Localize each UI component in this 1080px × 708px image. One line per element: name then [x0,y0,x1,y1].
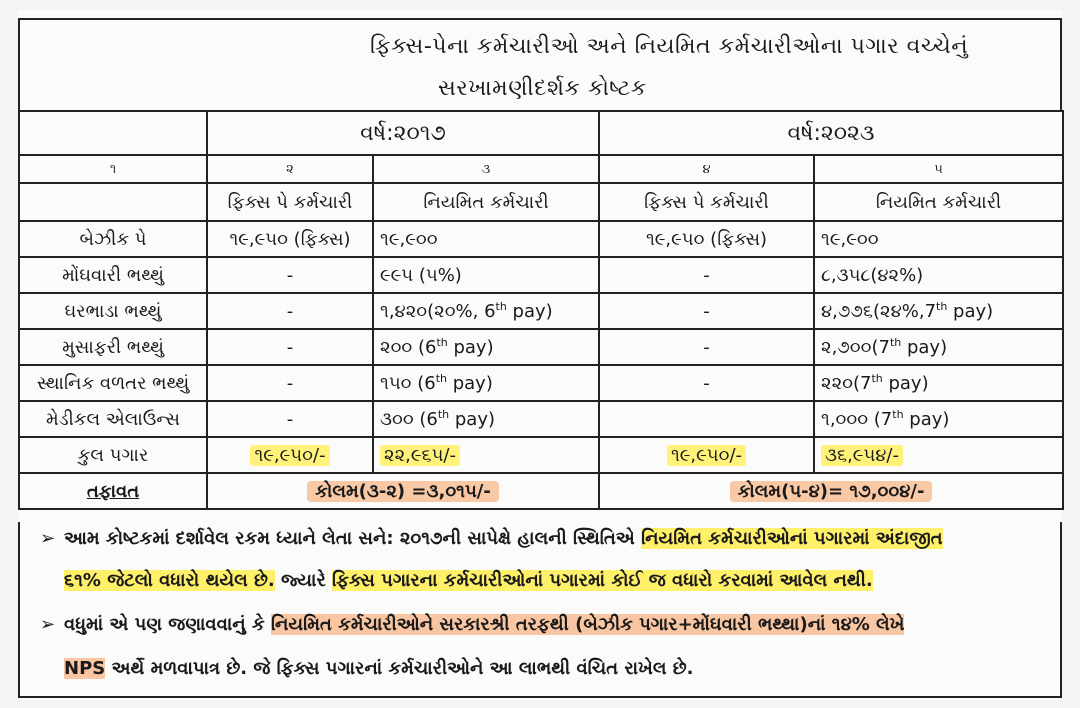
cell: ૧૯,૯૦૦ [814,221,1063,257]
note-2-line-2 [64,658,693,679]
cell: - [207,293,373,329]
title-line-2: સરખામણીદર્શક કોષ્ટક [438,76,647,101]
column-number: ૩ [373,155,599,183]
total-row [19,437,1063,473]
cell: - [207,329,373,365]
column-header: નિયમિત કર્મચારી [814,183,1063,221]
note-1-line-1 [40,528,943,549]
total-cell [373,437,599,473]
row-label: મુસાફરી ભથ્થું [19,329,207,365]
cell: - [599,257,814,293]
difference-2023: કોલમ(૫-૪)= ૧૭,૦૦૪/- [730,481,933,502]
notes-box [18,522,1062,698]
note-text: આમ કોષ્ટકમાં દર્શાવેલ રકમ ધ્યાને લેતા સને: ૨૦૧૭ની સાપેક્ષે હાલની સ્થિતિએ [64,528,642,549]
note-highlight: નિયમિત કર્મચારીઓનાં પગારમાં અંદાજીત [641,528,943,549]
note-text: અર્થે મળવાપાત્ર છે. જે ફિક્સ પગારનાં કર્મચારીઓને આ લાભથી વંચિત રાખેલ છે. [105,658,694,679]
title-line-1: ફિક્સ-પેના કર્મચારીઓ અને નિયમિત કર્મચારીઓના પગાર વચ્ચેનું [370,34,969,59]
column-header [19,183,207,221]
column-header: ફિક્સ પે કર્મચારી [207,183,373,221]
year-2023: વર્ષ:૨૦૨૩ [599,111,1063,155]
note-highlight: નિયમિત કર્મચારીઓને સરકારશ્રી તરફથી (બેઝીક પગાર+મોંઘવારી ભથ્થા)નાં ૧૪% લેખે [270,614,905,635]
cell: - [599,293,814,329]
note-text: જ્યારે [274,570,333,591]
difference-2017-cell [207,473,599,509]
cell: ૧,૦૦૦ (7th pay) [814,401,1063,437]
title-box [18,18,1062,110]
total-cell [207,437,373,473]
difference-2023-cell [599,473,1063,509]
cell: ૨,૭૦૦(7th pay) [814,329,1063,365]
column-header: નિયમિત કર્મચારી [373,183,599,221]
note-highlight: ૬૧% જેટલો વધારો થયેલ છે. [64,570,275,591]
row-label: બેઝીક પે [19,221,207,257]
note-highlight: NPS [64,658,106,679]
cell: ૪,૭૭૬(૨૪%,7th pay) [814,293,1063,329]
cell: - [599,365,814,401]
column-number: ૪ [599,155,814,183]
total-cell [599,437,814,473]
note-2-line-1 [40,614,904,635]
column-number: ૨ [207,155,373,183]
row-label: મેડીકલ એલાઉન્સ [19,401,207,437]
total-label: કુલ પગાર [19,437,207,473]
difference-2017: કોલમ(૩-૨) =૩,૦૧૫/- [307,481,499,502]
cell: ૧૯,૯૫૦ (ફિક્સ) [207,221,373,257]
total-value: ૨૨,૯૬૫/- [380,445,460,466]
table-row [19,293,1063,329]
table-row [19,365,1063,401]
cell: ૮,૩૫૮(૪૨%) [814,257,1063,293]
cell: ૧૯,૯૫૦ (ફિક્સ) [599,221,814,257]
cell: - [207,365,373,401]
cell: ૨૦૦ (6th pay) [373,329,599,365]
column-number: ૧ [19,155,207,183]
cell: ૨૨૦(7th pay) [814,365,1063,401]
cell: ૧૫૦ (6th pay) [373,365,599,401]
column-number: ૫ [814,155,1063,183]
cell: ૯૯૫ (૫%) [373,257,599,293]
row-label: સ્થાનિક વળતર ભથ્થું [19,365,207,401]
total-value: ૧૯,૯૫૦/- [250,445,329,466]
column-header-row [19,183,1063,221]
cell: - [207,401,373,437]
table-row [19,221,1063,257]
cell: - [207,257,373,293]
column-header: ફિક્સ પે કર્મચારી [599,183,814,221]
cell: ૩૦૦ (6th pay) [373,401,599,437]
row-label: મોંઘવારી ભથ્થું [19,257,207,293]
note-highlight: ફિક્સ પગારના કર્મચારીઓનાં પગારમાં કોઈ જ વધારો કરવામાં આવેલ નથી. [332,570,873,591]
total-cell [814,437,1063,473]
table-row [19,329,1063,365]
year-empty-cell [19,111,207,155]
note-text: વધુમાં એ પણ જણાવવાનું કે [64,614,271,635]
cell: - [599,329,814,365]
difference-row [19,473,1063,509]
cell: ૧૯,૯૦૦ [373,221,599,257]
row-label: ઘરભાડા ભથ્થું [19,293,207,329]
total-value: ૧૯,૯૫૦/- [667,445,746,466]
column-number-row [19,155,1063,183]
cell [599,401,814,437]
difference-label: તફાવત [19,473,207,509]
table-row [19,401,1063,437]
note-1-line-2 [64,570,873,591]
arrow-bullet-icon: ➢ [40,614,56,635]
arrow-bullet-icon: ➢ [40,528,56,549]
table-row [19,257,1063,293]
year-row [19,111,1063,155]
total-value: ૩૬,૯૫૪/- [821,445,903,466]
year-2017: વર્ષ:૨૦૧૭ [207,111,599,155]
cell: ૧,૪૨૦(૨૦%, 6th pay) [373,293,599,329]
comparison-table [18,110,1064,510]
